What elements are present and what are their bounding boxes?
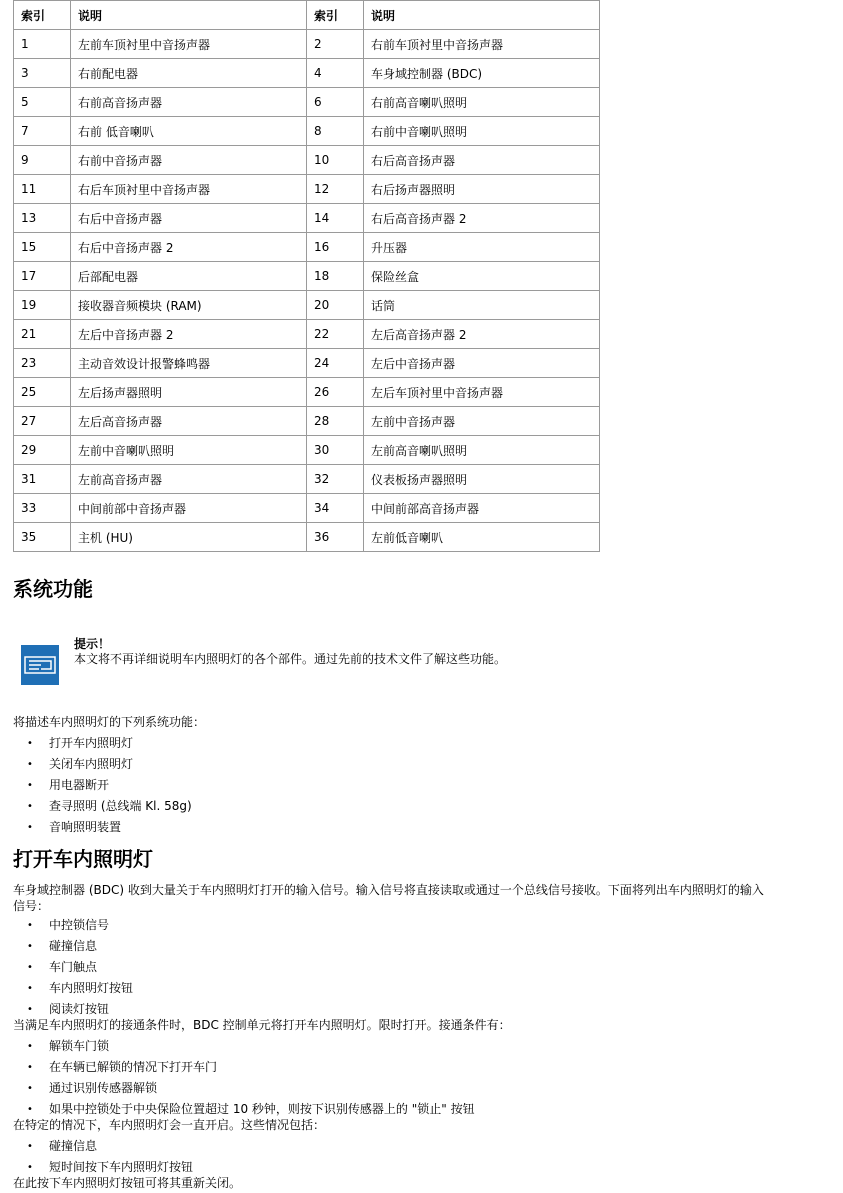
list-item: • 关闭车内照明灯: [13, 754, 192, 775]
index-cell: 35: [14, 523, 71, 552]
description-cell: 右后中音扬声器: [71, 204, 307, 233]
index-cell: 28: [307, 407, 364, 436]
index-cell: 12: [307, 175, 364, 204]
index-cell: 7: [14, 117, 71, 146]
index-cell: 31: [14, 465, 71, 494]
function-list: [13, 733, 192, 838]
description-cell: 后部配电器: [71, 262, 307, 291]
description-cell: 仪表板扬声器照明: [364, 465, 600, 494]
description-cell: 主机 (HU): [71, 523, 307, 552]
index-cell: 13: [14, 204, 71, 233]
index-cell: 20: [307, 291, 364, 320]
description-cell: 保险丝盒: [364, 262, 600, 291]
description-cell: 右前高音喇叭照明: [364, 88, 600, 117]
list-item: • 短时间按下车内照明灯按钮: [13, 1157, 193, 1178]
header-index-1: 索引: [14, 1, 71, 30]
table-body: [14, 30, 600, 552]
section-heading-turn-on-light: 打开车内照明灯: [13, 847, 153, 871]
index-cell: 32: [307, 465, 364, 494]
list-item: • 车门触点: [13, 957, 133, 978]
parts-table: [13, 0, 600, 552]
header-index-2: 索引: [307, 1, 364, 30]
table-row: [14, 146, 600, 175]
index-cell: 8: [307, 117, 364, 146]
index-cell: 34: [307, 494, 364, 523]
index-cell: 29: [14, 436, 71, 465]
table-header-row: [14, 1, 600, 30]
table-row: [14, 436, 600, 465]
list-item: • 解锁车门锁: [13, 1036, 475, 1057]
index-cell: 10: [307, 146, 364, 175]
table-row: [14, 175, 600, 204]
index-cell: 36: [307, 523, 364, 552]
description-cell: 中间前部高音扬声器: [364, 494, 600, 523]
header-desc-2: 说明: [364, 1, 600, 30]
table-row: [14, 349, 600, 378]
index-cell: 15: [14, 233, 71, 262]
description-cell: 左前中音扬声器: [364, 407, 600, 436]
description-cell: 右后车顶衬里中音扬声器: [71, 175, 307, 204]
bdc-input-paragraph: 车身域控制器 (BDC) 收到大量关于车内照明灯打开的输入信号。输入信号将直接读取或通过一个总线信号接收。下面将列出车内照明灯的输入信号：: [13, 883, 764, 913]
description-cell: 右前 低音喇叭: [71, 117, 307, 146]
list-item: • 如果中控锁处于中央保险位置超过 10 秒钟，则按下识别传感器上的 "锁止" 按钮: [13, 1099, 475, 1120]
list-item: • 车内照明灯按钮: [13, 978, 133, 999]
index-cell: 11: [14, 175, 71, 204]
list-item: • 打开车内照明灯: [13, 733, 192, 754]
description-cell: 右前中音扬声器: [71, 146, 307, 175]
description-cell: 车身域控制器 (BDC): [364, 59, 600, 88]
index-cell: 25: [14, 378, 71, 407]
description-cell: 右前中音喇叭照明: [364, 117, 600, 146]
table-row: [14, 465, 600, 494]
index-cell: 2: [307, 30, 364, 59]
section-heading-system-functions: 系统功能: [13, 577, 93, 601]
index-cell: 26: [307, 378, 364, 407]
description-cell: 左前低音喇叭: [364, 523, 600, 552]
description-cell: 右前高音扬声器: [71, 88, 307, 117]
table-row: [14, 59, 600, 88]
list-item: • 用电器断开: [13, 775, 192, 796]
hand-pointer-icon: [21, 645, 59, 685]
index-cell: 30: [307, 436, 364, 465]
table-row: [14, 494, 600, 523]
description-cell: 左后车顶衬里中音扬声器: [364, 378, 600, 407]
index-cell: 33: [14, 494, 71, 523]
index-cell: 21: [14, 320, 71, 349]
list-item: • 在车辆已解锁的情况下打开车门: [13, 1057, 475, 1078]
list-item: • 音响照明装置: [13, 817, 192, 838]
table-row: [14, 291, 600, 320]
table-row: [14, 262, 600, 291]
index-cell: 22: [307, 320, 364, 349]
description-cell: 右后高音扬声器 2: [364, 204, 600, 233]
description-cell: 话筒: [364, 291, 600, 320]
description-cell: 升压器: [364, 233, 600, 262]
index-cell: 18: [307, 262, 364, 291]
index-cell: 23: [14, 349, 71, 378]
table-row: [14, 30, 600, 59]
table-row: [14, 233, 600, 262]
table-row: [14, 204, 600, 233]
always-on-paragraph: 在特定的情况下，车内照明灯会一直开启。这些情况包括：: [13, 1118, 326, 1132]
table-row: [14, 378, 600, 407]
description-cell: 左前高音喇叭照明: [364, 436, 600, 465]
note-text: 本文将不再详细说明车内照明灯的各个部件。通过先前的技术文件了解这些功能。: [74, 652, 507, 666]
list-item: • 碰撞信息: [13, 936, 133, 957]
description-cell: 右后中音扬声器 2: [71, 233, 307, 262]
index-cell: 1: [14, 30, 71, 59]
description-cell: 右前配电器: [71, 59, 307, 88]
list-item: • 通过识别传感器解锁: [13, 1078, 475, 1099]
input-signal-list: [13, 915, 133, 1020]
description-cell: 右后扬声器照明: [364, 175, 600, 204]
index-cell: 5: [14, 88, 71, 117]
list-item: • 查寻照明 (总线端 Kl. 58g): [13, 796, 192, 817]
header-desc-1: 说明: [71, 1, 307, 30]
index-cell: 17: [14, 262, 71, 291]
switch-on-condition-list: [13, 1036, 475, 1120]
switch-on-paragraph: 当满足车内照明灯的接通条件时，BDC 控制单元将打开车内照明灯。限时打开。接通条件有：: [13, 1018, 511, 1032]
list-item: • 阅读灯按钮: [13, 999, 133, 1020]
description-cell: 左后高音扬声器: [71, 407, 307, 436]
index-cell: 14: [307, 204, 364, 233]
description-cell: 左后扬声器照明: [71, 378, 307, 407]
table-row: [14, 523, 600, 552]
description-cell: 左前车顶衬里中音扬声器: [71, 30, 307, 59]
table-row: [14, 407, 600, 436]
description-cell: 左后中音扬声器: [364, 349, 600, 378]
table-row: [14, 320, 600, 349]
description-cell: 主动音效设计报警蜂鸣器: [71, 349, 307, 378]
description-cell: 左前中音喇叭照明: [71, 436, 307, 465]
note-title: 提示！: [74, 637, 111, 651]
index-cell: 9: [14, 146, 71, 175]
always-on-case-list: [13, 1136, 193, 1178]
index-cell: 6: [307, 88, 364, 117]
list-item: • 中控锁信号: [13, 915, 133, 936]
index-cell: 16: [307, 233, 364, 262]
index-cell: 27: [14, 407, 71, 436]
list-item: • 碰撞信息: [13, 1136, 193, 1157]
index-cell: 3: [14, 59, 71, 88]
turn-off-paragraph: 在此按下车内照明灯按钮可将其重新关闭。: [13, 1176, 242, 1190]
description-cell: 接收器音频模块 (RAM): [71, 291, 307, 320]
intro-text: 将描述车内照明灯的下列系统功能：: [13, 715, 206, 729]
description-cell: 右前车顶衬里中音扬声器: [364, 30, 600, 59]
description-cell: 左前高音扬声器: [71, 465, 307, 494]
description-cell: 左后高音扬声器 2: [364, 320, 600, 349]
table-row: [14, 117, 600, 146]
description-cell: 左后中音扬声器 2: [71, 320, 307, 349]
index-cell: 24: [307, 349, 364, 378]
index-cell: 19: [14, 291, 71, 320]
index-cell: 4: [307, 59, 364, 88]
table-row: [14, 88, 600, 117]
description-cell: 右后高音扬声器: [364, 146, 600, 175]
description-cell: 中间前部中音扬声器: [71, 494, 307, 523]
